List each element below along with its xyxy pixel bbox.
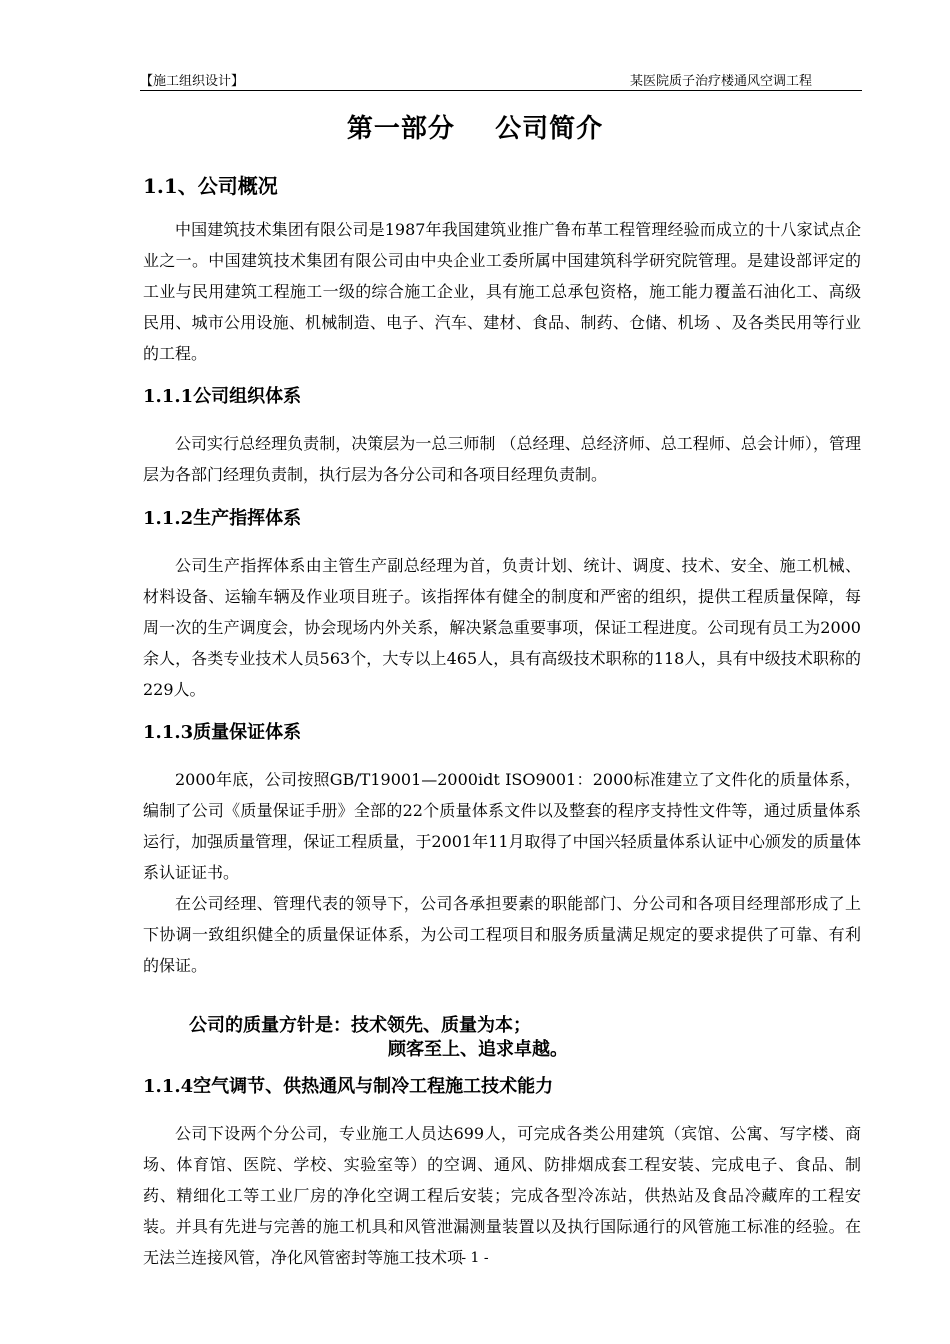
paragraph-company-overview: 中国建筑技术集团有限公司是1987年我国建筑业推广鲁布革工程管理经验而成立的十八家试点企业之一。中国建筑技术集团有限公司由中央企业工委所属中国建筑科学研究院管理。是建设部评定的工业与民用建筑工程施工一级的综合施工企业，具有施工总承包资格，施工能力覆盖石油化工、高级民用、城市公用设施、机械制造、电子、汽车、建材、食品、制药、仓储、机场 、及各类民用等行业的工程。 bbox=[143, 220, 861, 363]
page-title: 第一部分 公司简介 bbox=[346, 114, 604, 144]
page-number: - 1 - bbox=[461, 1250, 489, 1266]
section-heading-1-1: 1.1、公司概况 bbox=[143, 174, 278, 198]
header-left-label: 【施工组织设计】 bbox=[140, 74, 245, 89]
section-heading-1-1-4: 1.1.4空气调节、供热通风与制冷工程施工技术能力 bbox=[143, 1076, 554, 1097]
paragraph-quality-system-2: 在公司经理、管理代表的领导下，公司各承担要素的职能部门、分公司和各项目经理部形成了上下协调一致组织健全的质量保证体系，为公司工程项目和服务质量满足规定的要求提供了可靠、有利的保证。 bbox=[143, 894, 861, 975]
quality-policy-line-1: 公司的质量方针是：技术领先、质量为本； bbox=[189, 1015, 531, 1036]
paragraph-organization: 公司实行总经理负责制，决策层为一总三师制 （总经理、总经济师、总工程师、总会计师），管理层为各部门经理负责制，执行层为各分公司和各项目经理负责制。 bbox=[143, 434, 861, 484]
paragraph-production-command: 公司生产指挥体系由主管生产副总经理为首，负责计划、统计、调度、技术、安全、施工机械、材料设备、运输车辆及作业项目班子。该指挥体有健全的制度和严密的组织，提供工程质量保障，每周一次的生产调度会，协会现场内外关系，解决紧急重要事项，保证工程进度。公司现有员工为2000余人，各类专业技术人员563个，大专以上465人，具有高级技术职称的118人，具有中级技术职称的229人。 bbox=[143, 556, 861, 699]
quality-policy bbox=[189, 1014, 568, 1060]
section-heading-1-1-1: 1.1.1公司组织体系 bbox=[143, 386, 302, 407]
header-project-name: 某医院质子治疗楼通风空调工程 bbox=[629, 74, 812, 89]
quality-policy-line-2: 顾客至上、追求卓越。 bbox=[388, 1039, 568, 1060]
paragraph-hvac-capability: 公司下设两个分公司，专业施工人员达699人，可完成各类公用建筑（宾馆、公寓、写字楼、商场、体育馆、医院、学校、实验室等）的空调、通风、防排烟成套工程安装、完成电子、食品、制药、精细化工等工业厂房的净化空调工程后安装；完成各型冷冻站，供热站及食品冷藏库的工程安装。并具有先进与完善的施工机具和风管泄漏测量装置以及执行国际通行的风管施工标准的经验。在无法兰连接风管，净化风管密封等施工技术项 bbox=[143, 1124, 861, 1267]
running-header bbox=[140, 68, 862, 91]
paragraph-quality-system-1: 2000年底，公司按照GB/T19001—2000idt ISO9001：2000标准建立了文件化的质量体系，编制了公司《质量保证手册》全部的22个质量体系文件以及整套的程序支持性文件等，通过质量体系运行，加强质量管理，保证工程质量，于2001年11月取得了中国兴轻质量体系认证中心颁发的质量体系认证证书。 bbox=[143, 770, 861, 882]
section-heading-1-1-2: 1.1.2生产指挥体系 bbox=[143, 508, 302, 529]
section-heading-1-1-3: 1.1.3质量保证体系 bbox=[143, 722, 302, 743]
